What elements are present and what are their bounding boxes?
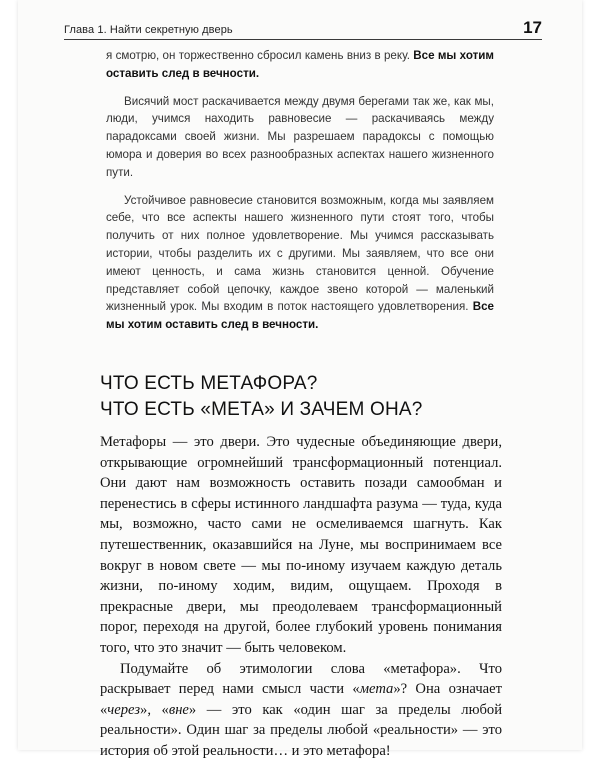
body-paragraph-1: Метафоры — это двери. Это чудесные объединяющие двери, открывающие огромнейший трансформационный потенциал. Они дают нам возможность оставить позади самообман и перенестись в сферы истинного ландшафта разума — туда, куда мы, возможно, часто сами не осмеливаемся шагнуть. Как путешественник, оказавшийся на Луне, мы воспринимаем все вокруг в новом свете — мы по-иному изучаем каждую деталь жизни, по-иному ходим, видим, ощущаем. Проходя в прекрасные двери, мы преодолеваем трансформационный порог, переходя на другой, более глубокий уровень понимания того, что это значит — быть человеком. <box>100 434 502 656</box>
book-page <box>18 0 582 759</box>
body-p2-meta: мета <box>359 681 394 698</box>
intro-p3-bold: Все мы хотим оставить след в вечности. <box>106 300 494 332</box>
section-heading-line-2: ЧТО ЕСТЬ «МЕТА» И ЗАЧЕМ ОНА? <box>100 399 423 420</box>
intro-paragraph-3 <box>106 192 494 334</box>
body-block <box>100 432 502 762</box>
intro-p1-text: я смотрю, он торжественно сбросил камень вниз в реку. <box>106 49 414 62</box>
page-number: 17 <box>523 18 542 37</box>
body-p2-part-b: »? Она означает « <box>100 681 502 718</box>
intro-p1-bold: Все мы хотим оставить след в вечности. <box>106 49 494 80</box>
section-heading-line-1: ЧТО ЕСТЬ МЕТАФОРА? <box>100 373 318 394</box>
section-heading <box>100 371 540 423</box>
intro-p3-text: Устойчивое равновесие становится возможным, когда мы заявляем себе, что все аспекты нашего жизненного пути стоят того, чтобы получить от них полное удовлетворение. Мы учимся рассказывать истории, чтобы разделить их с другими. Мы заявляем, что все они имеют ценность, и сама жизнь становится ценной. Обучение представляет собой цепочку, каждое звено которой — маленький жизненный урок. Мы входим в поток настоящего удовлетворения. <box>106 193 494 314</box>
body-paragraph-2 <box>100 659 502 762</box>
intro-block <box>106 47 494 344</box>
intro-paragraph-1 <box>106 47 494 83</box>
body-p2-cherez: через <box>107 701 141 718</box>
body-p2-vne: вне <box>168 701 189 718</box>
body-p2-part-d: » — это как «один шаг за пределы любой реальности». Один шаг за пределы любой «реальности» — это история об этой реальности… и это метафора! <box>100 701 502 759</box>
running-header <box>64 6 542 40</box>
body-p2-part-c: », « <box>140 701 169 718</box>
intro-paragraph-2: Висячий мост раскачивается между двумя берегами так же, как мы, люди, учимся находить равновесие — раскачиваясь между парадоксами своей жизни. Мы разрешаем парадоксы с помощью юмора и доверия во всех разнообразных аспектах нашего жизненного пути. <box>106 94 494 179</box>
chapter-title: Глава 1. Найти секретную дверь <box>64 24 233 36</box>
body-p2-part-a: Подумайте об этимологии слова «метафора». Что раскрывает перед нами смысл части « <box>100 660 502 698</box>
